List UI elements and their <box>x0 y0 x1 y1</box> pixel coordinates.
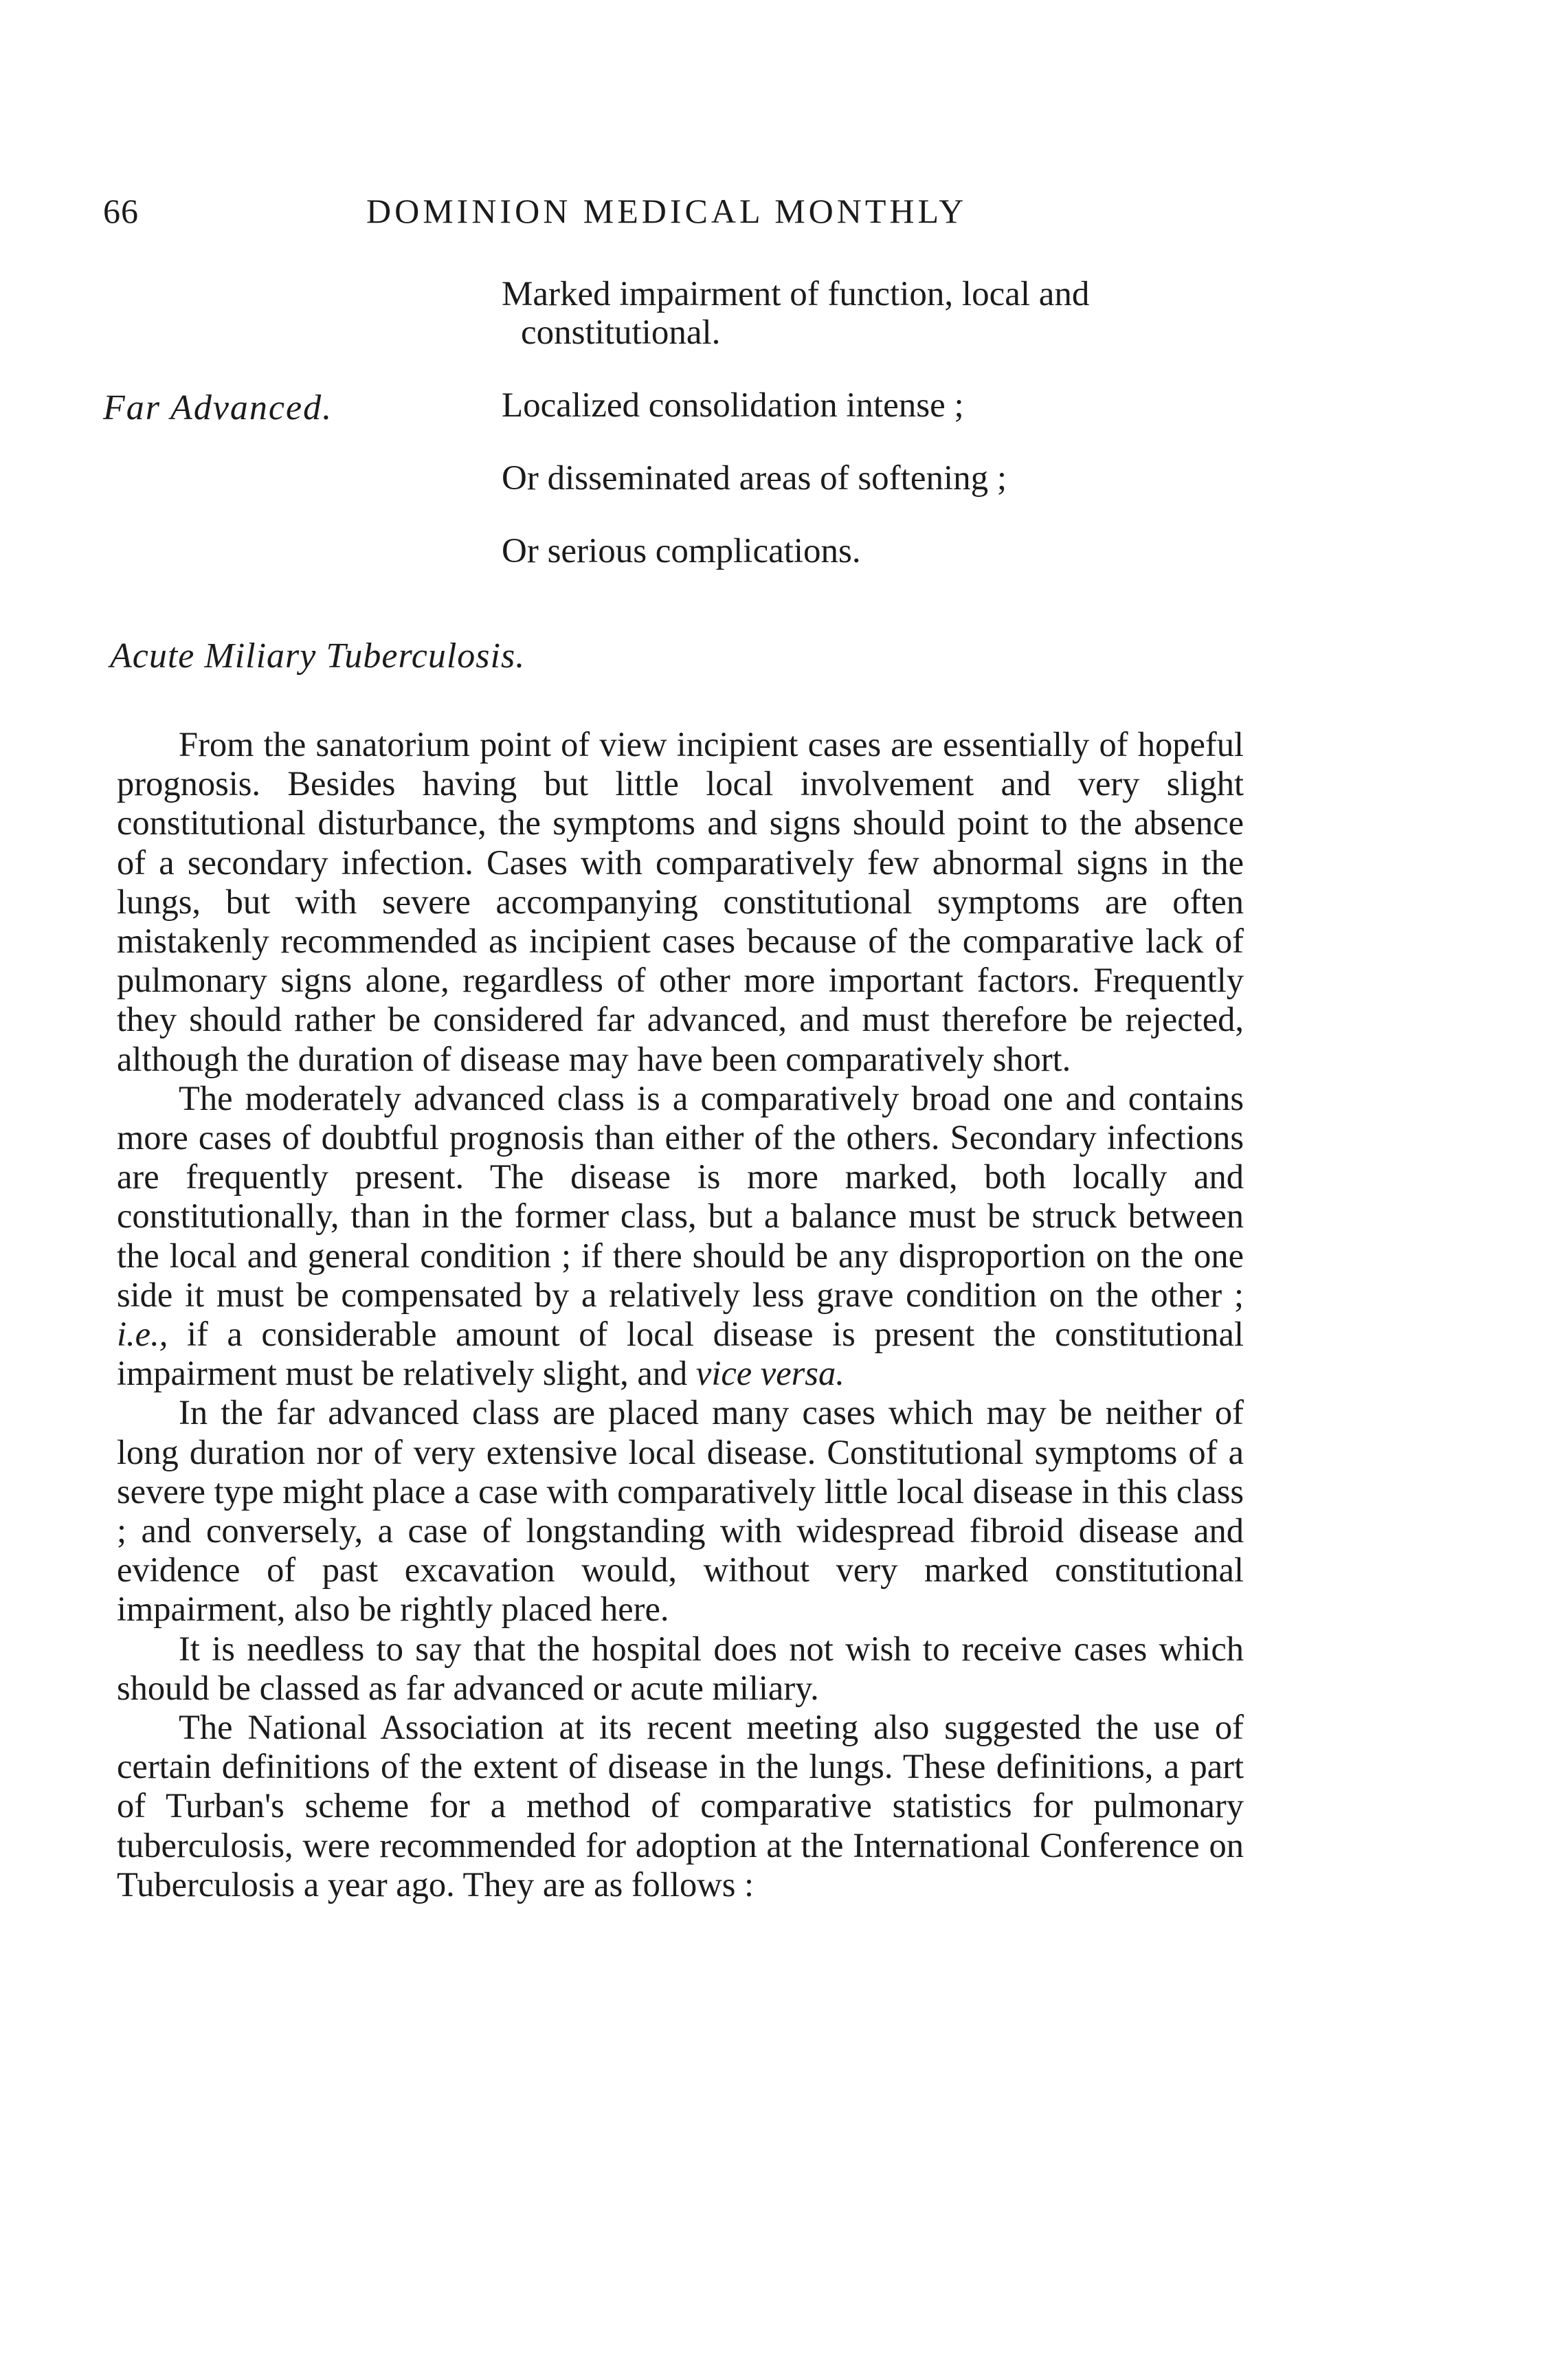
paragraph: From the sanatorium point of view incipient cases are essentially of hopeful prognosis. Besides having but little local involvement and very slight constitutional disturbance, the symptoms and signs should point to the absence of a secondary infection. Cases with comparatively few abnormal signs in the lungs, but with severe accompanying constitutional symptoms are often mistakenly recommended as incipient cases because of the comparative lack of pulmonary signs alone, regardless of other more important factors. Frequently they should rather be considered far advanced, and must therefore be rejected, although the duration of disease may have been comparatively short. <box>117 725 1244 1078</box>
criteria-line: constitutional. <box>521 313 721 352</box>
paragraph: In the far advanced class are placed many cases which may be neither of long duration nor of very extensive local disease. Constitutional symptoms of a severe type might place a case with comparatively little local disease in this class ; and conversely, a case of longstanding with widespread fibroid disease and evidence of past excavation would, without very marked constitutional impairment, also be rightly placed here. <box>117 1393 1244 1629</box>
paragraph-text: The moderately advanced class is a comparatively broad one and contains more cases of doubtful prognosis than either of the others. Secondary infections are frequently present. The disease is more marked, both locally and constitutionally, than in the former class, but a balance must be struck between the local and general condition ; if there should be any disproportion on the one side it must be compensated by a relatively less grave condition on the other ; <box>117 1078 1244 1314</box>
running-head: DOMINION MEDICAL MONTHLY <box>366 192 968 230</box>
paragraph <box>117 1079 1244 1394</box>
criteria-line: Or disseminated areas of softening ; <box>502 459 1007 498</box>
page-header <box>103 191 1244 239</box>
italic-text: vice versa. <box>695 1354 845 1393</box>
paragraph: The National Association at its recent meeting also suggested the use of certain definitions of the extent of disease in the lungs. These definitions, a part of Turban's scheme for a method of comparative statistics for pulmonary tuberculosis, were recommended for adoption at the International Conference on Tuberculosis a year ago. They are as follows : <box>117 1708 1244 1904</box>
criteria-line: Or serious complications. <box>502 532 861 570</box>
paragraph-text: if a considerable amount of local disease is present the constitutional impairment must be relatively slight, and <box>117 1315 1244 1393</box>
section-heading: Acute Miliary Tuberculosis. <box>110 636 526 676</box>
italic-text: i.e., <box>117 1315 168 1354</box>
criteria-line: Marked impairment of function, local and <box>502 275 1090 313</box>
article-body <box>117 725 1244 1904</box>
classification-criteria <box>502 275 1251 570</box>
criteria-line: Localized consolidation intense ; <box>502 386 964 425</box>
stage-label-far-advanced: Far Advanced. <box>103 388 333 427</box>
paragraph: It is needless to say that the hospital does not wish to receive cases which should be classed as far advanced or acute miliary. <box>117 1629 1244 1707</box>
page-number: 66 <box>103 192 139 230</box>
